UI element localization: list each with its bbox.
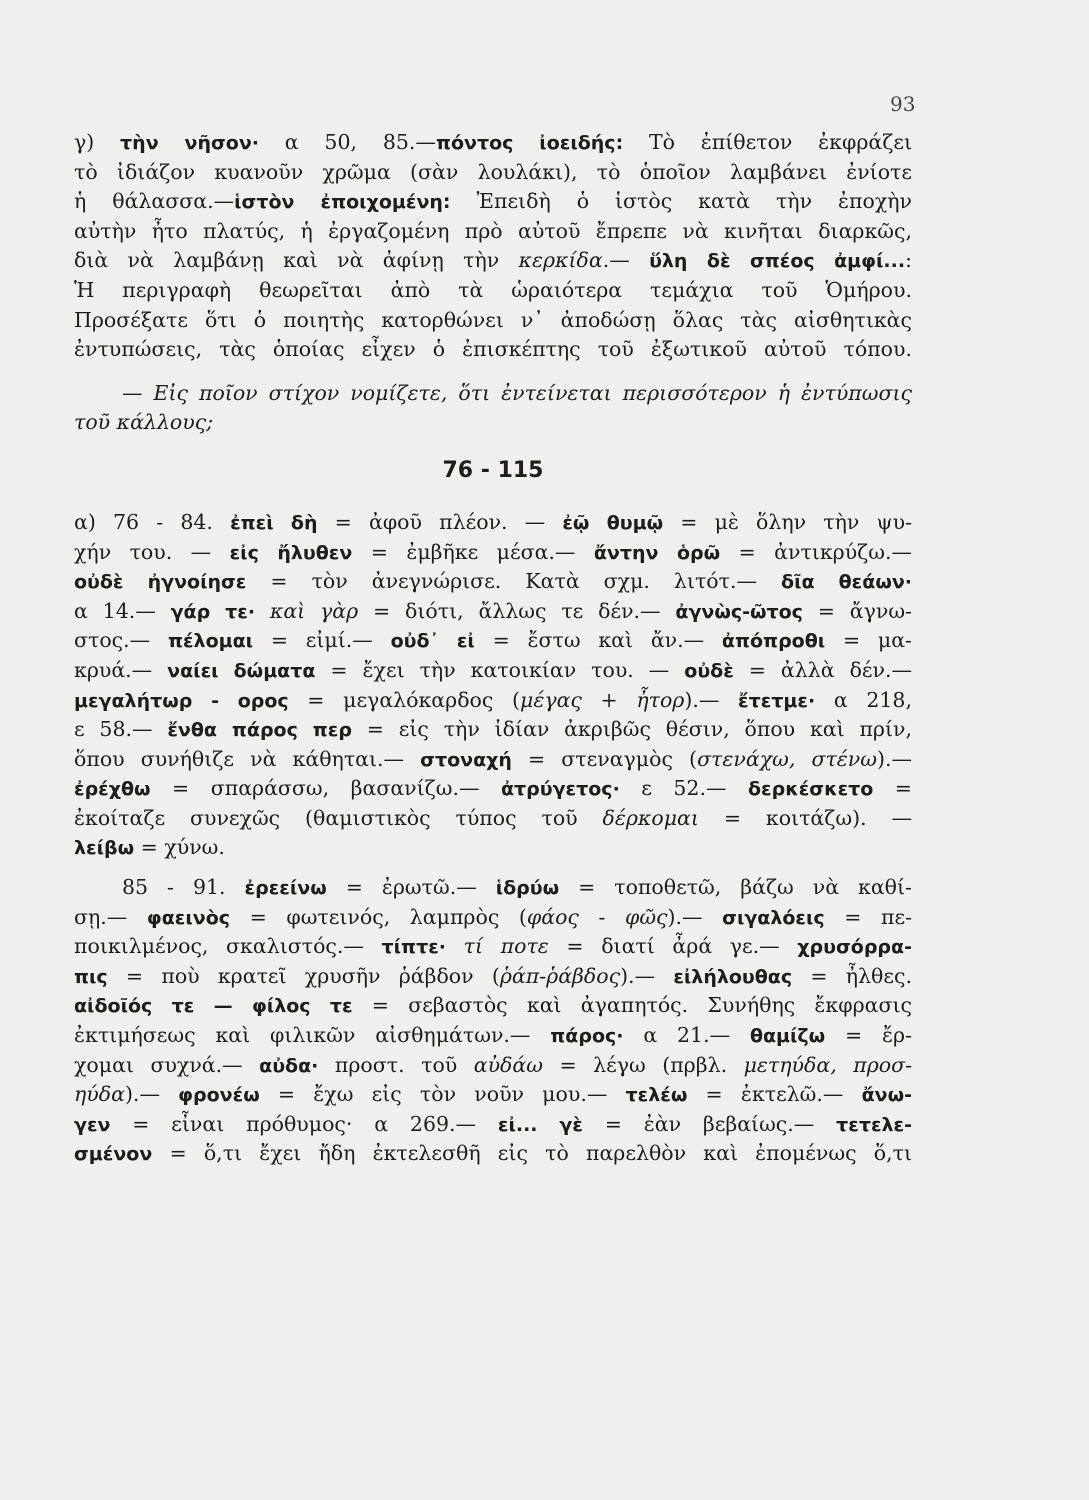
lemma: εἰ... γὲ (497, 1113, 583, 1136)
lemma: αὐδα· (259, 1054, 319, 1077)
text-run: = φωτεινός, λαμπρὸς ( (230, 904, 527, 929)
text-run: α 218, (815, 687, 912, 712)
text-run: Τὸ ἐπίθετον ἐκφράζει (623, 130, 912, 154)
lemma: μεγαλήτωρ - ορος (74, 689, 289, 712)
text-run: ἐκτιμήσεως καὶ φιλικῶν αἰσθημάτων.— (74, 1023, 551, 1048)
text-line (74, 1139, 912, 1169)
text-run: = στεναγμὸς ( (511, 746, 698, 771)
text-run: = εἶναι πρόθυμος· α 269.— (110, 1111, 498, 1136)
text-run: ἐντυπώσεις, τὰς ὁποίας εἶχεν ὁ ἐπισκέπτης τοῦ ἐξωτικοῦ αὐτοῦ τόπου. (74, 337, 912, 362)
lemma: οὐδὲ (684, 659, 734, 682)
text-run: ὅπου συνήθιζε νὰ κάθηται.— (74, 746, 421, 771)
lemma: τίπτε· (381, 936, 447, 959)
text-run: = ἦλθες. (792, 963, 912, 988)
text-run: = ἐκτελῶ.— (687, 1082, 862, 1107)
italic-word: φάος - φῶς (526, 904, 668, 929)
question-line: — Εἰς ποῖον στίχον νομίζετε, ὅτι ἐντείνεται περισσότερον ἡ ἐντύπωσις (122, 380, 912, 405)
text-run: = πε- (824, 904, 912, 929)
text-line (74, 158, 912, 188)
text-run: α 50, 85.— (259, 130, 436, 154)
question-line: τοῦ κάλλους; (74, 410, 214, 435)
lemma: δῖα θεάων· (781, 571, 912, 594)
text-run: : (905, 248, 912, 273)
lemma: πάρος· (550, 1025, 624, 1048)
text-run (446, 934, 464, 958)
italic-word: στενάχω, στένω (697, 746, 877, 771)
text-line (74, 745, 912, 775)
lemma: ἀτρύγετος· (501, 778, 620, 801)
text-line (74, 306, 912, 336)
text-run: προστ. τοῦ (318, 1052, 474, 1077)
intro-paragraph (74, 128, 912, 365)
lemma: γεν (74, 1113, 111, 1136)
text-run: γ) (74, 130, 121, 154)
text-line (74, 932, 912, 962)
italic-word: ηύδα (74, 1082, 125, 1107)
text-run: = ἐὰν βεβαίως.— (582, 1111, 837, 1136)
text-line (74, 217, 912, 247)
lemma: λείβω (74, 837, 135, 860)
text-line (74, 1080, 912, 1110)
text-line (74, 1051, 912, 1081)
text-run: = διότι, ἄλλως τε δέν.— (358, 598, 676, 623)
italic-word: κερκίδα (518, 248, 603, 273)
text-line (74, 833, 912, 863)
text-run: τὸ ἰδιάζον κυανοῦν χρῶμα (σὰν λουλάκι), τὸ ὁποῖον λαμβάνει ἐνίοτε (74, 159, 912, 184)
text-line (74, 538, 912, 568)
lemma: ἐρέχθω (74, 778, 151, 801)
lemma: αἰδοῖός τε — φίλος τε (74, 995, 353, 1018)
text-run: = κοιτάζω). — (698, 805, 912, 830)
lemma: γάρ τε· (170, 600, 256, 623)
text-run: .— (602, 248, 650, 273)
text-run: στος.— (74, 628, 168, 653)
italic-word: μετηύδα, προσ- (743, 1052, 912, 1077)
text-run: ).— (684, 687, 739, 712)
text-line (74, 597, 912, 627)
text-run: ).— (876, 746, 912, 771)
text-line (74, 128, 912, 158)
section-b (74, 873, 912, 1169)
text-line (74, 276, 912, 306)
text-run: ποικιλμένος, σκαλιστός.— (74, 934, 382, 959)
text-run: = σπαράσσω, βασανίζω.— (150, 776, 501, 801)
text-run: ε 58.— (74, 717, 168, 742)
lemma: ἄντην ὁρῶ (593, 541, 721, 564)
page-number: 93 (890, 92, 916, 116)
text-run: = εἰμί.— (253, 628, 391, 653)
text-run: = μὲ ὅλην τὴν ψυ- (663, 509, 912, 534)
text-run: = ποὺ κρατεῖ χρυσῆν ῥάβδον ( (107, 963, 500, 988)
lemma: εἰς ἤλυθεν (229, 541, 353, 564)
lemma: τετελε- (836, 1113, 912, 1136)
lemma: οὐδ᾽ εἰ (390, 630, 475, 653)
italic-word: αὐδάω (473, 1052, 543, 1077)
lemma: πόντος ἰοειδής: (435, 132, 624, 154)
text-run: = ἐμβῆκε μέσα.— (352, 539, 594, 564)
text-run: = (873, 776, 912, 801)
text-run: = ἄγνω- (802, 598, 912, 623)
text-run: = εἰς τὴν ἰδίαν ἀκριβῶς θέσιν, ὅπου καὶ πρίν, (351, 717, 912, 742)
italic-word: τί ποτε (463, 934, 549, 959)
text-run: α) 76 - 84. (74, 509, 231, 534)
text-run: α 21.— (623, 1023, 750, 1048)
text-run: = ἔρ- (825, 1023, 912, 1048)
lemma: ναίει δώματα (167, 659, 316, 682)
text-line (74, 962, 912, 992)
text-run: = διατί ἆρά γε.— (548, 934, 798, 959)
text-line (74, 873, 912, 903)
text-line (74, 804, 912, 834)
lemma: φρονέω (178, 1084, 260, 1107)
lemma: τελέω (625, 1084, 688, 1107)
text-run: χήν του. — (74, 539, 230, 564)
text-run: ἡ θάλασσα.— (74, 189, 235, 214)
lemma: πέλομαι (167, 630, 254, 653)
lemma: ἱδρύω (495, 877, 560, 900)
section-a (74, 508, 912, 863)
text-line (74, 187, 912, 217)
text-line (74, 774, 912, 804)
italic-word: καὶ γὰρ (269, 598, 359, 623)
lemma: ἐῷ θυμῷ (562, 511, 664, 534)
text-run: = ἀφοῦ πλέον. — (317, 509, 563, 534)
lemma: ἀπόπροθι (721, 630, 826, 653)
lemma: ἐρεείνω (244, 877, 327, 900)
text-run: = τὸν ἀνεγνώρισε. Κατὰ σχμ. λιτότ.— (246, 569, 782, 594)
text-run: ε 52.— (619, 776, 748, 801)
text-run: = ὅ,τι ἔχει ἤδη ἐκτελεσθῆ εἰς τὸ παρελθὸν καὶ ἐπομένως ὅ,τι (152, 1141, 912, 1166)
lemma: ἔτετμε· (738, 689, 816, 712)
text-run: α 14.— (74, 598, 171, 623)
text-run: = μα- (825, 628, 912, 653)
text-run: κρυά.— (74, 657, 168, 682)
text-run: Προσέξατε ὅτι ὁ ποιητὴς κατορθώνει ν᾽ ἀποδώσῃ ὅλας τὰς αἰσθητικὰς (74, 307, 912, 332)
lemma: ἄνω- (861, 1084, 912, 1107)
italic-word: ῥάπ-ῥάβδος (499, 963, 621, 988)
text-run: = ἔχω εἰς τὸν νοῦν μου.— (259, 1082, 626, 1107)
text-run: = ἔστω καὶ ἄν.— (474, 628, 722, 653)
text-line (74, 335, 912, 365)
lemma: χρυσόρρα- (797, 936, 912, 959)
text-line (74, 508, 912, 538)
lemma: πις (74, 965, 108, 988)
lemma: φαεινὸς (146, 906, 231, 929)
text-line (74, 1110, 912, 1140)
lemma: σμένον (74, 1143, 153, 1166)
text-run: Ἡ περιγραφὴ θεωρεῖται ἀπὸ τὰ ὡραιότερα τεμάχια τοῦ Ὁμήρου. (74, 277, 912, 302)
text-line (74, 626, 912, 656)
text-run: = τοποθετῶ, βάζω νὰ καθί- (559, 875, 912, 900)
lemma: ἔνθα πάρος περ (167, 719, 352, 742)
text-line (74, 567, 912, 597)
text-line (74, 903, 912, 933)
text-run: 85 - 91. (122, 875, 245, 900)
text-run: χομαι συχνά.— (74, 1052, 260, 1077)
text-run: = σεβαστὸς καὶ ἀγαπητός. Συνήθης ἔκφρασις (352, 993, 912, 1018)
lemma: στοναχή (420, 748, 512, 771)
text-run: = χύνω. (134, 835, 225, 860)
lemma: εἰλήλουθας (673, 965, 793, 988)
text-run: = ἀντικρύζω.— (720, 539, 912, 564)
text-run: = λέγω (πρβλ. (542, 1052, 744, 1077)
italic-word: μέγας + ἦτορ (520, 687, 685, 712)
lemma: δερκέσκετο (747, 778, 874, 801)
text-run: ).— (620, 963, 674, 988)
text-run: = μεγαλόκαρδος ( (288, 687, 520, 712)
text-run: διὰ νὰ λαμβάνῃ καὶ νὰ ἀφίνῃ τὴν (74, 248, 519, 273)
text-line (74, 715, 912, 745)
lemma: ὕλη δὲ σπέος ἀμφί... (649, 250, 906, 273)
question (74, 379, 912, 438)
text-run: αὐτὴν ἦτο πλατύς, ἡ ἐργαζομένη πρὸ αὐτοῦ ἔπρεπε νὰ κινῆται διαρκῶς, (74, 218, 912, 243)
lemma: τὴν νῆσον· (120, 132, 260, 154)
text-line (74, 686, 912, 716)
text-line (74, 991, 912, 1021)
text-run: ἐκοίταζε συνεχῶς (θαμιστικὸς τύπος τοῦ (74, 805, 603, 830)
text-run: ).— (124, 1082, 179, 1107)
text-run: ).— (667, 904, 723, 929)
lemma: ἐπεὶ δὴ (230, 511, 318, 534)
text-run: = ἀλλὰ δέν.— (733, 657, 912, 682)
text-run: Ἐπειδὴ ὁ ἱστὸς κατὰ τὴν ἐποχὴν (450, 189, 912, 214)
lemma: οὐδὲ ἠγνοίησε (74, 571, 247, 594)
text-line (74, 656, 912, 686)
lemma: σιγαλόεις (722, 906, 825, 929)
text-run: σῃ.— (74, 904, 147, 929)
lemma: ἱστὸν ἐποιχομένη: (234, 191, 451, 214)
text-block (74, 128, 912, 1169)
text-run: = ἔχει τὴν κατοικίαν του. — (315, 657, 685, 682)
lemma: θαμίζω (749, 1025, 826, 1048)
italic-word: δέρκομαι (602, 805, 699, 830)
text-run (255, 599, 270, 623)
text-run: = ἐρωτῶ.— (326, 875, 496, 900)
text-line (74, 1021, 912, 1051)
text-line (74, 246, 912, 276)
section-title: 76 - 115 (442, 457, 544, 483)
lemma: ἀγνὼς-ῶτος (675, 600, 803, 623)
